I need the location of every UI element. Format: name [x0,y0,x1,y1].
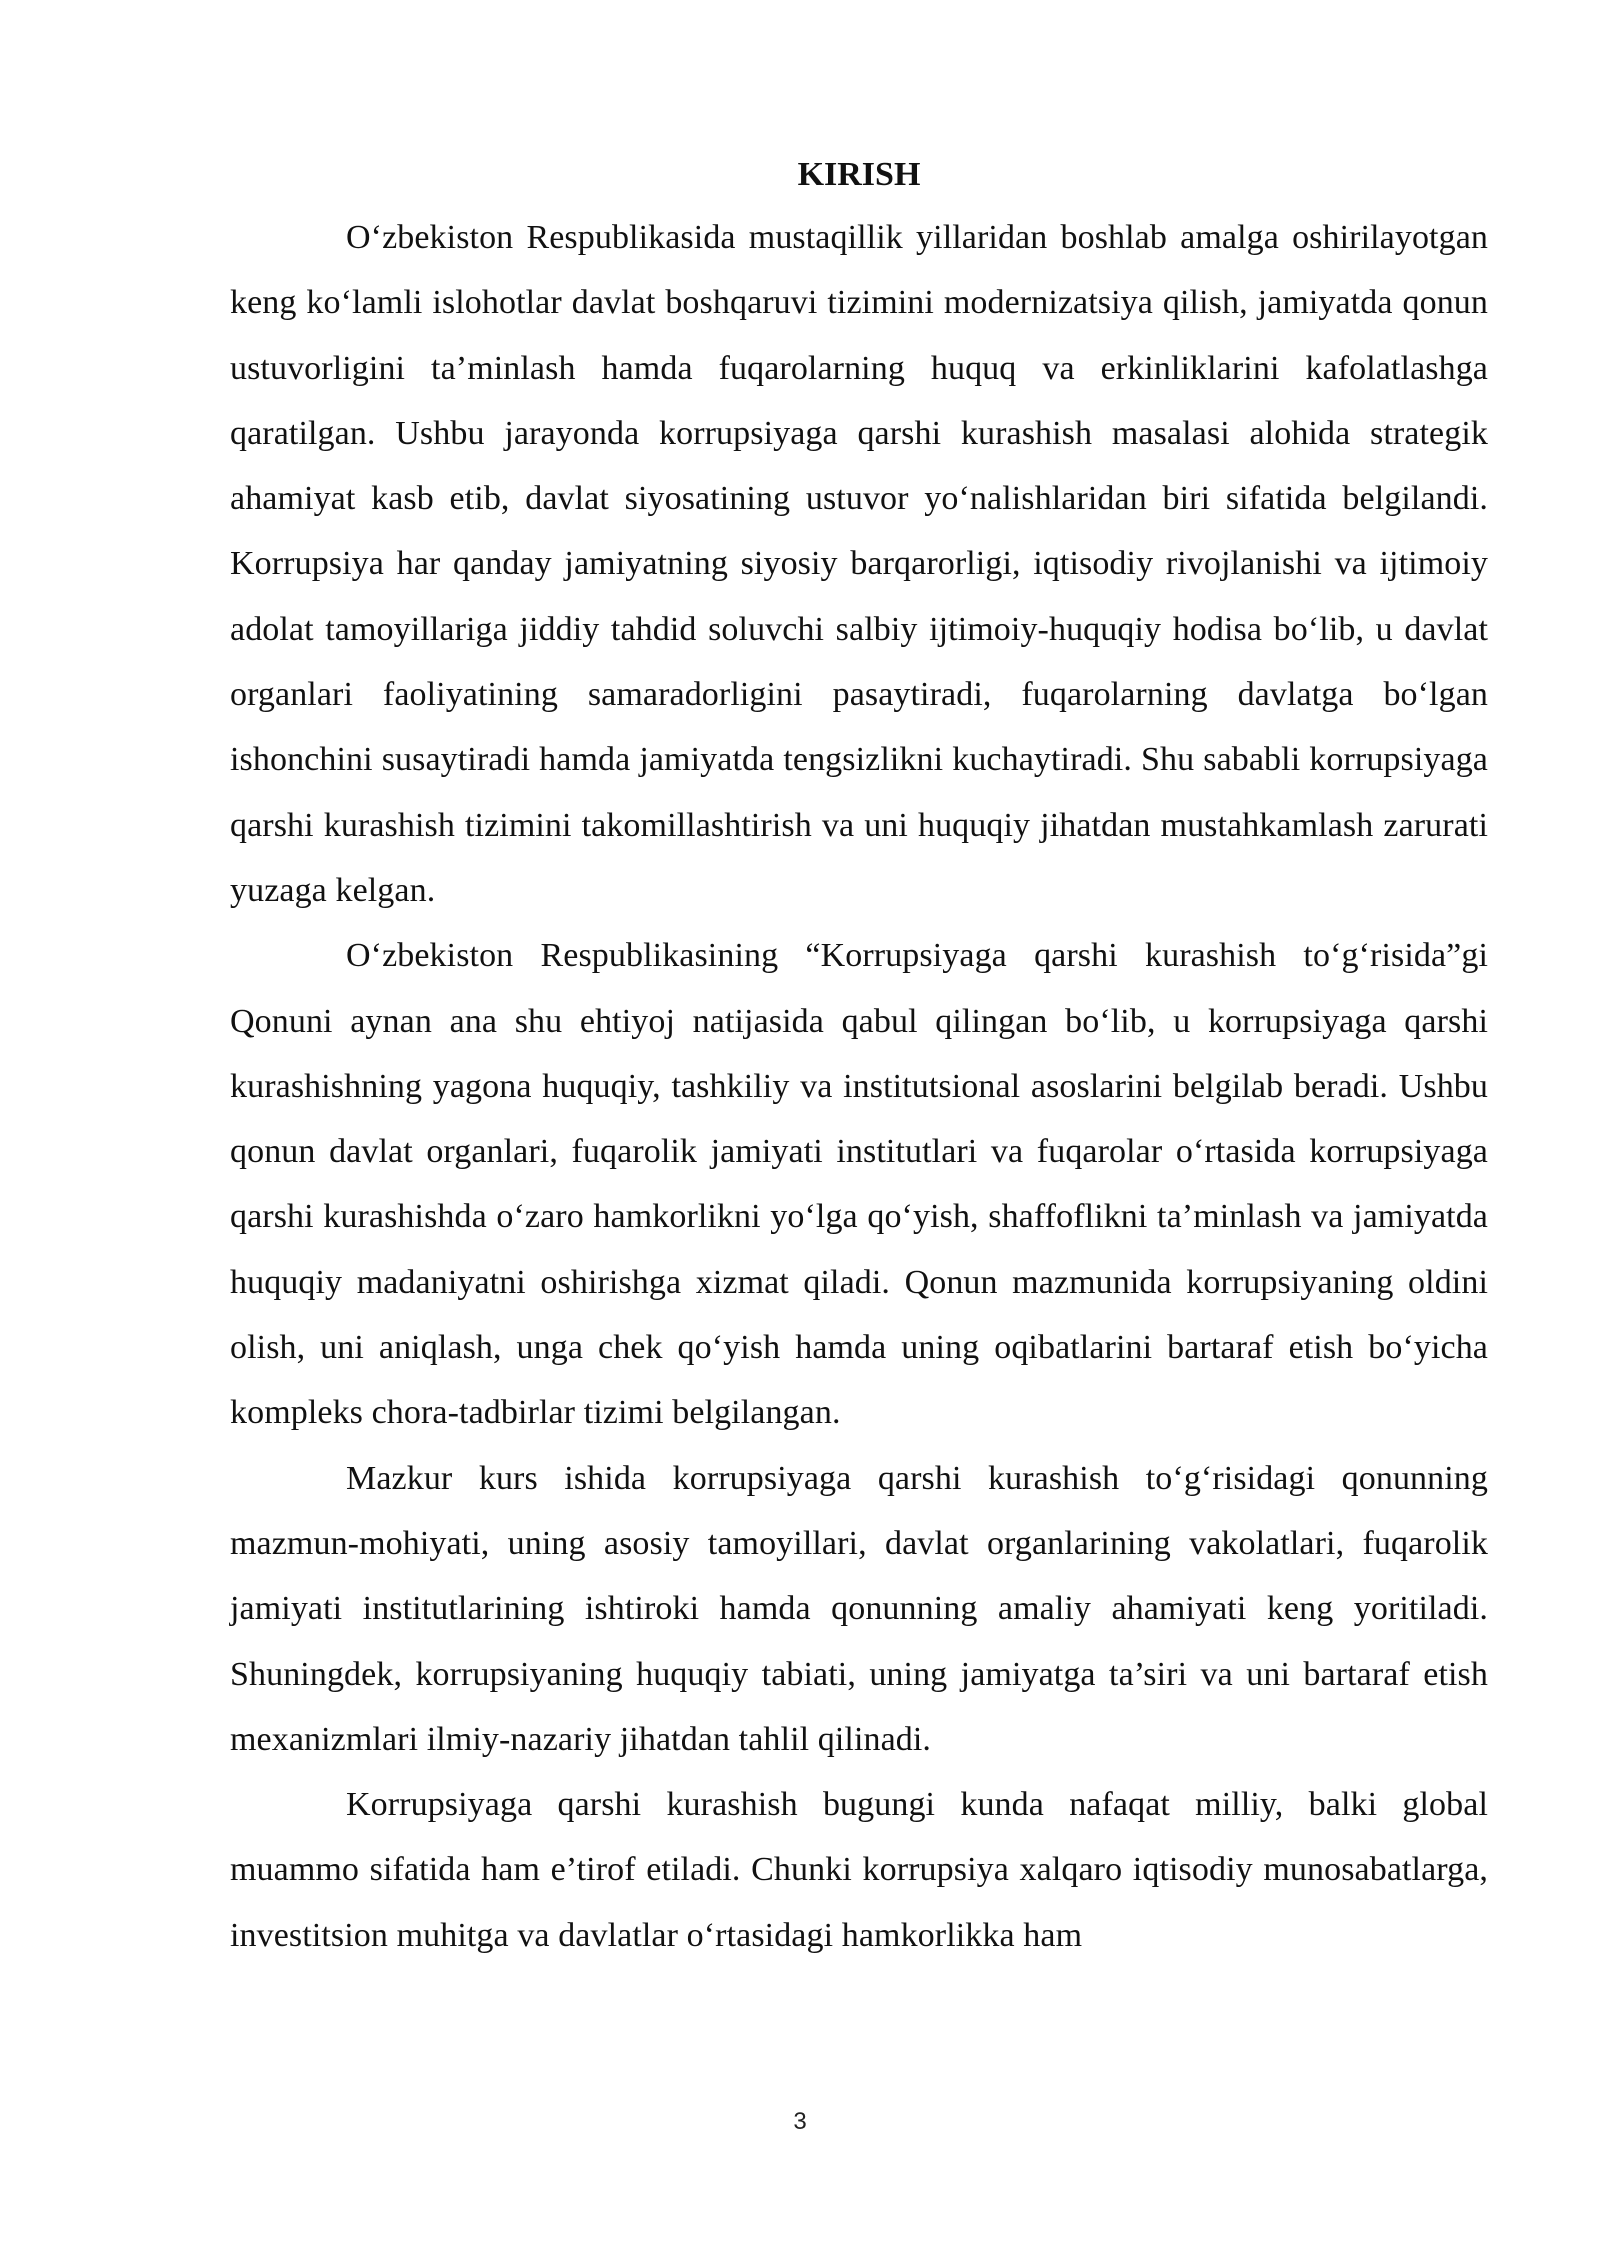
section-heading: KIRISH [797,156,921,193]
paragraph-4: Korrupsiyaga qarshi kurashish bugungi kunda nafaqat milliy, balki global muammo sifatida ham e’tirof etiladi. Chunki korrupsiya xalqaro iqtisodiy munosabatlarga, investitsion muhitga va davlatlar o‘rtasidagi hamkorlikka ham [230,1786,1488,1954]
paragraph-2: O‘zbekiston Respublikasining “Korrupsiyaga qarshi kurashish to‘g‘risida”gi Qonuni aynan ana shu ehtiyoj natijasida qabul qilingan bo‘lib, u korrupsiyaga qarshi kurashishning yagona huquqiy, tashkiliy va institutsional asoslarini belgilab beradi. Ushbu qonun davlat organlari, fuqarolik jamiyati institutlari va fuqarolar o‘rtasida korrupsiyaga qarshi kurashishda o‘zaro hamkorlikni yo‘lga qo‘yish, shaffoflikni ta’minlash va jamiyatda huquqiy madaniyatni oshirishga xizmat qiladi. Qonun mazmunida korrupsiyaning oldini olish, uni aniqlash, unga chek qo‘yish hamda uning oqibatlarini bartaraf etish bo‘yicha kompleks chora-tadbirlar tizimi belgilangan. [230,937,1488,1432]
paragraph-1: O‘zbekiston Respublikasida mustaqillik yillaridan boshlab amalga oshirilayotgan keng ko‘lamli islohotlar davlat boshqaruvi tizimini modernizatsiya qilish, jamiyatda qonun ustuvorligini ta’minlash hamda fuqarolarning huquq va erkinliklarini kafolatlashga qaratilgan. Ushbu jarayonda korrupsiyaga qarshi kurashish masalasi alohida strategik ahamiyat kasb etib, davlat siyosatining ustuvor yo‘nalishlaridan biri sifatida belgilandi. Korrupsiya har qanday jamiyatning siyosiy barqarorligi, iqtisodiy rivojlanishi va ijtimoiy adolat tamoyillariga jiddiy tahdid soluvchi salbiy ijtimoiy-huquqiy hodisa bo‘lib, u davlat organlari faoliyatining samaradorligini pasaytiradi, fuqarolarning davlatga bo‘lgan ishonchini susaytiradi hamda jamiyatda tengsizlikni kuchaytiradi. Shu sababli korrupsiyaga qarshi kurashish tizimini takomillashtirish va uni huquqiy jihatdan mustahkamlash zarurati yuzaga kelgan. [230,219,1488,909]
page-content [230,145,1488,1968]
paragraph-3: Mazkur kurs ishida korrupsiyaga qarshi kurashish to‘g‘risidagi qonunning mazmun-mohiyati, uning asosiy tamoyillari, davlat organlarining vakolatlari, fuqarolik jamiyati institutlarining ishtiroki hamda qonunning amaliy ahamiyati keng yoritiladi. Shuningdek, korrupsiyaning huquqiy tabiati, uning jamiyatga ta’siri va uni bartaraf etish mexanizmlari ilmiy-nazariy jihatdan tahlil qilinadi. [230,1459,1488,1758]
page-number: 3 [793,2108,807,2135]
